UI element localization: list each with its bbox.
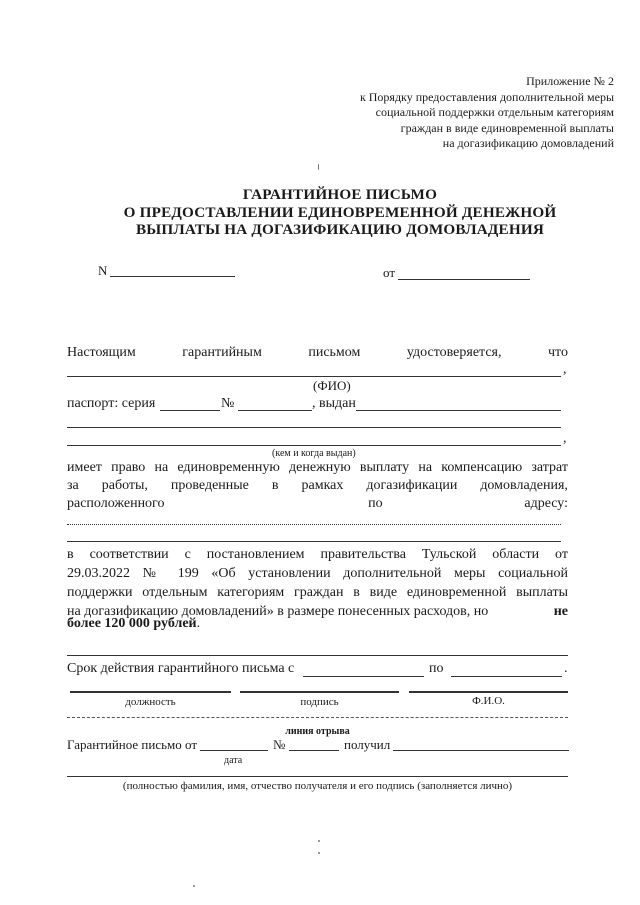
intro-line [67,344,568,362]
annex-line-4: граждан в виде единовременной выплаты [400,120,614,135]
scan-speck [318,852,320,854]
address-word-2: по [368,496,383,511]
address-word-1: расположенного [67,496,165,511]
passport-number-label: № [221,396,235,411]
annex-line-5: на догазификацию домовладений [442,136,614,150]
letter-date-field[interactable] [398,279,530,280]
scan-speck [318,164,319,170]
issued-caption: (кем и когда выдан) [272,448,356,459]
position-field[interactable] [70,691,231,693]
decree-line-2: 29.03.2022 № 199 «Об установлении дополнительной меры социальной [67,566,568,581]
tear-off-line [67,717,568,718]
decree-line-5-end: . [196,616,201,631]
title-line-1: ГАРАНТИЙНОЕ ПИСЬМО [242,186,438,203]
position-caption: должность [125,696,176,708]
fullname-caption: Ф.И.О. [472,695,505,707]
title-line-2: О ПРЕДОСТАВЛЕНИИ ЕДИНОВРЕМЕННОЙ ДЕНЕЖНОЙ [123,203,557,221]
annex-line-2: к Порядку предоставления дополнительной меры [359,89,614,104]
passport-number-field[interactable] [238,410,312,411]
annex-header [360,74,614,152]
entitlement-word-2: работы, [101,478,148,493]
address-word-3: адресу: [524,496,568,511]
entitlement-word-4: в [271,478,279,493]
intro-word-3: письмом [308,345,361,360]
entitlement-line-1: имеет право на единовременную денежную выплату на компенсацию затрат [67,460,568,475]
entitlement-line-3 [67,495,568,513]
separator-line [67,655,568,656]
annex-line-1: Приложение № 2 [526,74,614,88]
decree-line-1: в соответствии с постановлением правительства Тульской области от [67,547,568,562]
intro-word-4: удостоверяется, [406,345,502,360]
decree-line-4-bold: не [553,604,568,619]
letter-number-field[interactable] [110,276,235,277]
annex-line-3: социальной поддержки отдельным категориям [375,105,614,119]
issued-by-field-line-1[interactable] [67,427,561,428]
signature-caption: подпись [300,696,339,708]
decree-line-5 [67,616,200,632]
tearoff-recipient-field[interactable] [393,750,569,751]
passport-issued-label: , выдан [312,396,356,411]
title-line-3: ВЫПЛАТЫ НА ДОГАЗИФИКАЦИЮ ДОМОВЛАДЕНИЯ [135,221,545,238]
issued-by-field-line-2[interactable] [67,445,561,446]
intro-word-2: гарантийным [182,345,262,360]
issued-comma: , [563,431,567,446]
address-field-line-2[interactable] [67,541,561,542]
intro-word-5: что [548,345,568,360]
letter-date-label: от [383,265,396,280]
decree-line-4-text: на догазификацию домовладений» в размере понесенных расходов, но [67,604,489,619]
tearoff-recipient-caption: (полностью фамилия, имя, отчество получателя и его подпись (заполняется лично) [122,780,513,792]
validity-from-field[interactable] [303,676,424,677]
tearoff-date-field[interactable] [200,750,268,751]
tearoff-number-label: № [273,737,286,752]
tear-off-caption: линия отрыва [285,726,350,737]
fio-field[interactable] [67,376,561,377]
decree-line-3: поддержки отдельным категориям граждан в виде единовременной выплаты [67,585,568,600]
entitlement-word-3: проведенные [170,478,249,493]
scan-speck [318,840,320,842]
tearoff-date-caption: дата [224,755,243,766]
fio-caption: (ФИО) [313,378,351,393]
tearoff-received-label: получил [344,737,391,752]
fio-comma: , [563,362,567,377]
entitlement-word-7: домовладения, [480,478,568,493]
passport-issued-field[interactable] [356,410,561,411]
tearoff-number-field[interactable] [289,750,339,751]
payment-limit: более 120 000 рублей [67,616,197,631]
fullname-field[interactable] [409,691,568,693]
validity-label: Срок действия гарантийного письма с [67,661,295,676]
tearoff-signature-field[interactable] [67,776,568,777]
entitlement-word-6: догазификации [366,478,458,493]
scan-speck [193,885,195,887]
validity-to-field[interactable] [451,676,562,677]
letter-number-label: N [98,263,108,278]
validity-end: . [564,661,568,676]
entitlement-word-1: за [67,478,79,493]
passport-series-field[interactable] [160,410,220,411]
intro-word-1: Настоящим [67,345,136,360]
entitlement-word-5: рамках [301,478,344,493]
address-field-line-1[interactable] [67,524,561,525]
document-title [60,186,620,239]
signature-field[interactable] [240,691,399,693]
validity-to-label: по [429,661,444,676]
tearoff-letter-from-label: Гарантийное письмо от [67,737,198,752]
entitlement-line-2 [67,477,568,495]
passport-series-label: паспорт: серия [67,396,156,411]
